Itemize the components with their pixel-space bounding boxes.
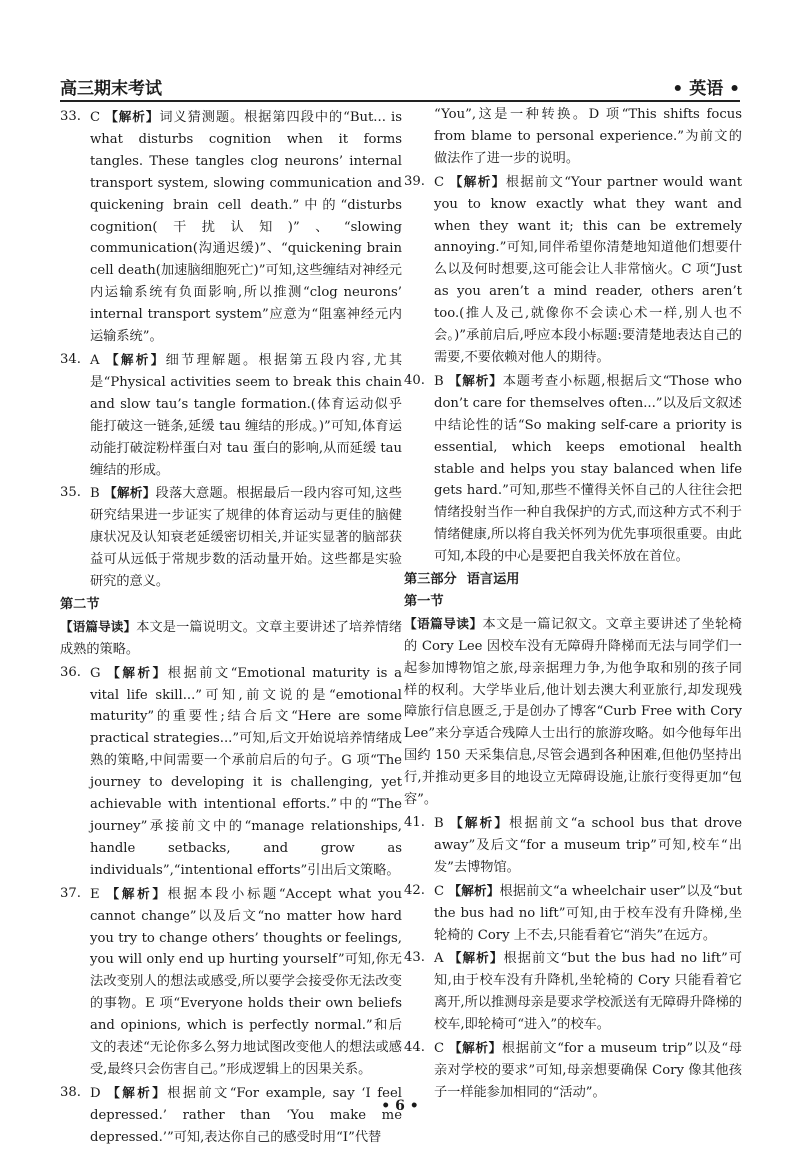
part-3-title: 语言运用 <box>466 572 520 588</box>
section-2-guide <box>60 616 402 661</box>
continued-text: “You”,这是一种转换。D 项“This shifts focus from blame to personal experience.”为前文的做法作了进一步的说明。 <box>434 107 742 166</box>
right-column <box>404 104 742 1105</box>
answer-letter: E <box>90 886 100 902</box>
answer-item <box>404 947 742 1036</box>
analysis-text: 根据前文“for a museum trip”以及“母亲对学校的要求”可知,母亲想要确保 Cory 像其他孩子一样能参加相同的“活动”。 <box>434 1041 742 1100</box>
analysis-text: 根据前文“Emotional maturity is a vital life skill...”可知,前文说的是“emotional maturity”的重要性;结合后文“Here are some practical strategies...”可知,后文开始说培养情绪成熟的策略,中间需要一个承前启后的句子。G 项“The journey to developing it is challenging, yet achievable with intentional efforts.”中的“The journey”承接前文中的“manage relationships, handle setbacks, and grow as individuals”,“intentional efforts”引出后文策略。 <box>90 665 402 878</box>
answer-letter: A <box>90 352 100 368</box>
answer-letter: A <box>434 951 444 967</box>
question-number: 42. <box>404 882 425 898</box>
answer-item <box>60 662 402 882</box>
question-number: 33. <box>60 109 81 124</box>
analysis-text: 根据前文“For example, say ‘I feel depressed.’ rather than ‘You make me depressed.’”可知,表达你自己的感受时用“I”代替 <box>90 1085 403 1145</box>
analysis-tag: 【解析】 <box>104 485 156 501</box>
answer-item <box>404 812 742 879</box>
answer-item <box>60 349 402 481</box>
answer-letter: C <box>434 174 445 190</box>
analysis-tag: 【解析】 <box>106 351 166 367</box>
question-number: 41. <box>404 815 425 830</box>
answer-letter: C <box>434 1041 445 1057</box>
analysis-text: 段落大意题。根据最后一段内容可知,这些研究结果进一步证实了规律的体育运动与更佳的脑健康状况及认知衰老延缓密切相关,并证实显著的脑部获益可从远低于常规步数的活动量开始。这些都是实验研究的意义。 <box>90 486 402 590</box>
part-3-section: 第一节 <box>404 593 444 609</box>
analysis-text: 根据本段小标题“Accept what you cannot change”以及后文“no matter how hard you try to change others’ thoughts or feelings, you will only end up hurting yourself”可知,你无法改变别人的想法或感受,所以要学会接受你无法改变的事物。E 项“Everyone holds their own beliefs and opinions, which is perfectly normal.”和后文的表述“无论你多么努力地试图改变他人的想法或感受,最终只会伤害自己。”形成逻辑上的因果关系。 <box>90 886 402 1077</box>
analysis-text: 根据前文“but the bus had no lift”可知,由于校车没有升降机,坐轮椅的 Cory 只能看着它离开,所以推测母亲是要求学校派送有无障碍升降梯的校车,即轮椅可“进入”的校车。 <box>434 951 743 1033</box>
analysis-text: 词义猜测题。根据第四段中的“But... is what disturbs cognition when it forms tangles. These tangles clog neurons’ internal transport system, slowing communication and quickening brain cell death.”中的“disturbs cognition(干扰认知)”、“slowing communication(沟通迟缓)”、“quickening brain cell death(加速脑细胞死亡)”可知,这些缠结对神经元内运输系统有负面影响,所以推测“clog neurons’ internal transport system”应意为“阻塞神经元内运输系统”。 <box>90 110 402 345</box>
answer-letter: C <box>90 110 101 125</box>
answer-letter: B <box>434 816 444 831</box>
part-3-heading <box>404 569 742 591</box>
answer-item <box>404 171 742 369</box>
question-number: 44. <box>404 1040 425 1056</box>
answer-item <box>60 106 402 348</box>
question-number: 37. <box>60 885 81 901</box>
answer-letter: D <box>90 1085 101 1101</box>
question-number: 36. <box>60 664 81 680</box>
answer-letter: C <box>434 883 445 899</box>
analysis-text: 本题考查小标题,根据后文“Those who don’t care for themselves often...”以及后文叙述中结论性的话“So making self-care a priority is essential, which keeps emotional health stable and helps you stay balanced when life gets hard.”可知,那些不懂得关怀自己的人往往会把情绪投射当作一种自我保护的方式,而这种方式不利于情绪健康,所以将自我关怀列为优先事项很重要。由此可知,本段的中心是要把自我关怀放在首位。 <box>434 373 742 565</box>
question-number: 43. <box>404 950 425 966</box>
guide-tag: 【语篇导读】 <box>60 618 137 634</box>
analysis-text: 细节理解题。根据第五段内容,尤其是“Physical activities seem to break this chain and slow tau’s tangle formation.(体育运动似乎能打破这一链条,延缓 tau 缠结的形成。)”可知,体育运动能打破淀粉样蛋白对 tau 蛋白的影响,从而延缓 tau 缠结的形成。 <box>90 352 403 478</box>
left-column <box>60 106 402 1150</box>
question-number: 39. <box>404 173 425 189</box>
question-number: 35. <box>60 485 81 501</box>
answer-item <box>404 370 742 568</box>
page-header <box>60 72 740 102</box>
answer-letter: G <box>90 665 101 681</box>
answer-item <box>60 482 402 593</box>
guide-tag: 【语篇导读】 <box>404 615 483 631</box>
analysis-text: 根据前文“a wheelchair user”以及“but the bus had no lift”可知,由于校车没有升降梯,坐轮椅的 Cory 上不去,只能看着它“消失”在远方。 <box>434 883 743 943</box>
question-number: 38. <box>60 1084 81 1100</box>
analysis-text: 根据前文“a school bus that drove away”及后文“for a museum trip”可知,校车“出发”去博物馆。 <box>434 816 743 875</box>
analysis-tag: 【解析】 <box>448 882 500 898</box>
part-3-label: 第三部分 <box>404 572 457 588</box>
question-number: 34. <box>60 351 81 367</box>
section-2-heading: 第二节 <box>60 596 100 612</box>
answer-letter: B <box>90 486 100 502</box>
analysis-tag: 【解析】 <box>106 885 168 901</box>
answer-letter: B <box>434 373 444 389</box>
analysis-tag: 【解析】 <box>450 815 510 830</box>
guide-text: 本文是一篇记叙文。文章主要讲述了坐轮椅的 Cory Lee 因校车没有无障碍升降梯而无法与同学们一起参加博物馆之旅,母亲据理力争,为他争取和别的孩子同样的权利。大学毕业后,他计划去澳大利亚旅行,却发现残障旅行信息匮乏,于是创办了博客“Curb Free with Cory Lee”来分享适合残障人士出行的旅游攻略。如今他每年出国约 150 天采集信息,尽管会遇到各种困难,但他仍坚持出行,并推动更多目的地设立无障碍设施,让旅行变得更加“包容”。 <box>404 616 742 808</box>
subject-label: • 英语 • <box>672 79 740 99</box>
analysis-tag: 【解析】 <box>107 664 168 680</box>
analysis-tag: 【解析】 <box>449 173 506 189</box>
analysis-tag: 【解析】 <box>448 372 503 388</box>
analysis-tag: 【解析】 <box>105 109 160 124</box>
answer-item <box>404 1037 742 1104</box>
analysis-tag: 【解析】 <box>448 1040 502 1056</box>
answer-item <box>60 1082 402 1149</box>
analysis-tag: 【解析】 <box>107 1084 168 1100</box>
answer-item <box>60 883 402 1081</box>
analysis-text: 根据前文“Your partner would want you to know exactly what they want and when they want it; this can be extremely annoying.”可知,同伴希望你清楚地知道他们想要什么以及何时想要,这可能会让人非常恼火。C 项“Just as you aren’t a mind reader, others aren’t too.(推人及己,就像你不会读心术一样,别人也不会。)”承前启后,呼应本段小标题:要清楚地表达自己的需要,不要依赖对他人的期待。 <box>434 174 742 365</box>
answer-item <box>404 880 742 947</box>
question-number: 40. <box>404 372 425 388</box>
guide-text: 本文是一篇说明文。文章主要讲述了培养情绪成熟的策略。 <box>60 619 403 657</box>
exam-title: 高三期末考试 <box>60 79 162 99</box>
analysis-tag: 【解析】 <box>448 950 504 966</box>
page-number: • 6 • <box>381 1098 419 1114</box>
part-3-guide <box>404 613 742 811</box>
